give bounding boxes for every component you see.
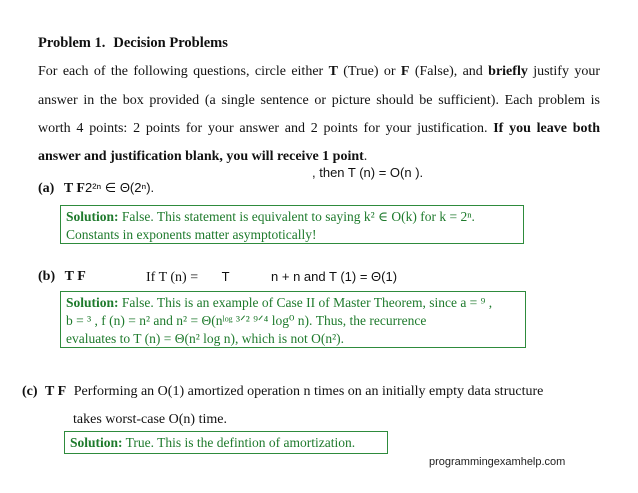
- question-b-tf[interactable]: T F: [64, 269, 86, 284]
- question-b: [38, 269, 86, 285]
- problem-heading: Decision Problems: [113, 35, 228, 51]
- solution-box-b: Solution: False. This is an example of Case II of Master Theorem, since a = ⁹ , b = ³ , f (n) = n² and n² = Θ(nˡᵒᵍ ³ᐟ² ⁹ᐟ⁴ log⁰ n). Thus, the recurrence evaluates to T (n) = Θ(n² log n), which is not O(n²).: [60, 291, 526, 348]
- question-c-statement-2: takes worst-case O(n) time.: [73, 412, 227, 427]
- intro-line-4: answer and justification blank, you will receive 1 point.: [38, 149, 368, 164]
- question-c-statement-1: Performing an O(1) amortized operation n times on an initially empty data structure: [73, 384, 544, 399]
- question-a: [38, 180, 154, 197]
- solution-box-a: Solution: False. This statement is equivalent to saying k² ∈ O(k) for k = 2ⁿ. Constants in exponents matter asymptotically!: [60, 205, 524, 244]
- intro-line-2: answer in the box provided (a single sentence or picture should be sufficient). Each problem is: [38, 93, 600, 108]
- stray-fragment: , then T (n) = O(n ).: [312, 165, 424, 180]
- question-b-label: (b): [38, 269, 56, 284]
- question-a-statement: 2²ⁿ ∈ Θ(2ⁿ).: [84, 180, 155, 195]
- question-c-label: (c): [22, 384, 38, 399]
- solution-box-c: Solution: True. This is the defintion of amortization.: [64, 431, 388, 454]
- question-b-statement: If T (n) = T n + n and T (1) = Θ(1): [146, 269, 398, 285]
- problem-number: Problem 1.: [38, 35, 106, 51]
- intro-line-1: For each of the following questions, circle either T (True) or F (False), and briefly justify your: [38, 64, 600, 79]
- intro-line-3: worth 4 points: 2 points for your answer and 2 points for your justification. If you leave both: [38, 121, 600, 136]
- footer-site: programmingexamhelp.com: [429, 456, 566, 468]
- question-a-tf[interactable]: T F: [63, 181, 85, 196]
- question-a-label: (a): [38, 181, 55, 196]
- problem-title: [38, 35, 228, 52]
- question-c: [22, 384, 543, 400]
- question-c-tf[interactable]: T F: [45, 384, 67, 399]
